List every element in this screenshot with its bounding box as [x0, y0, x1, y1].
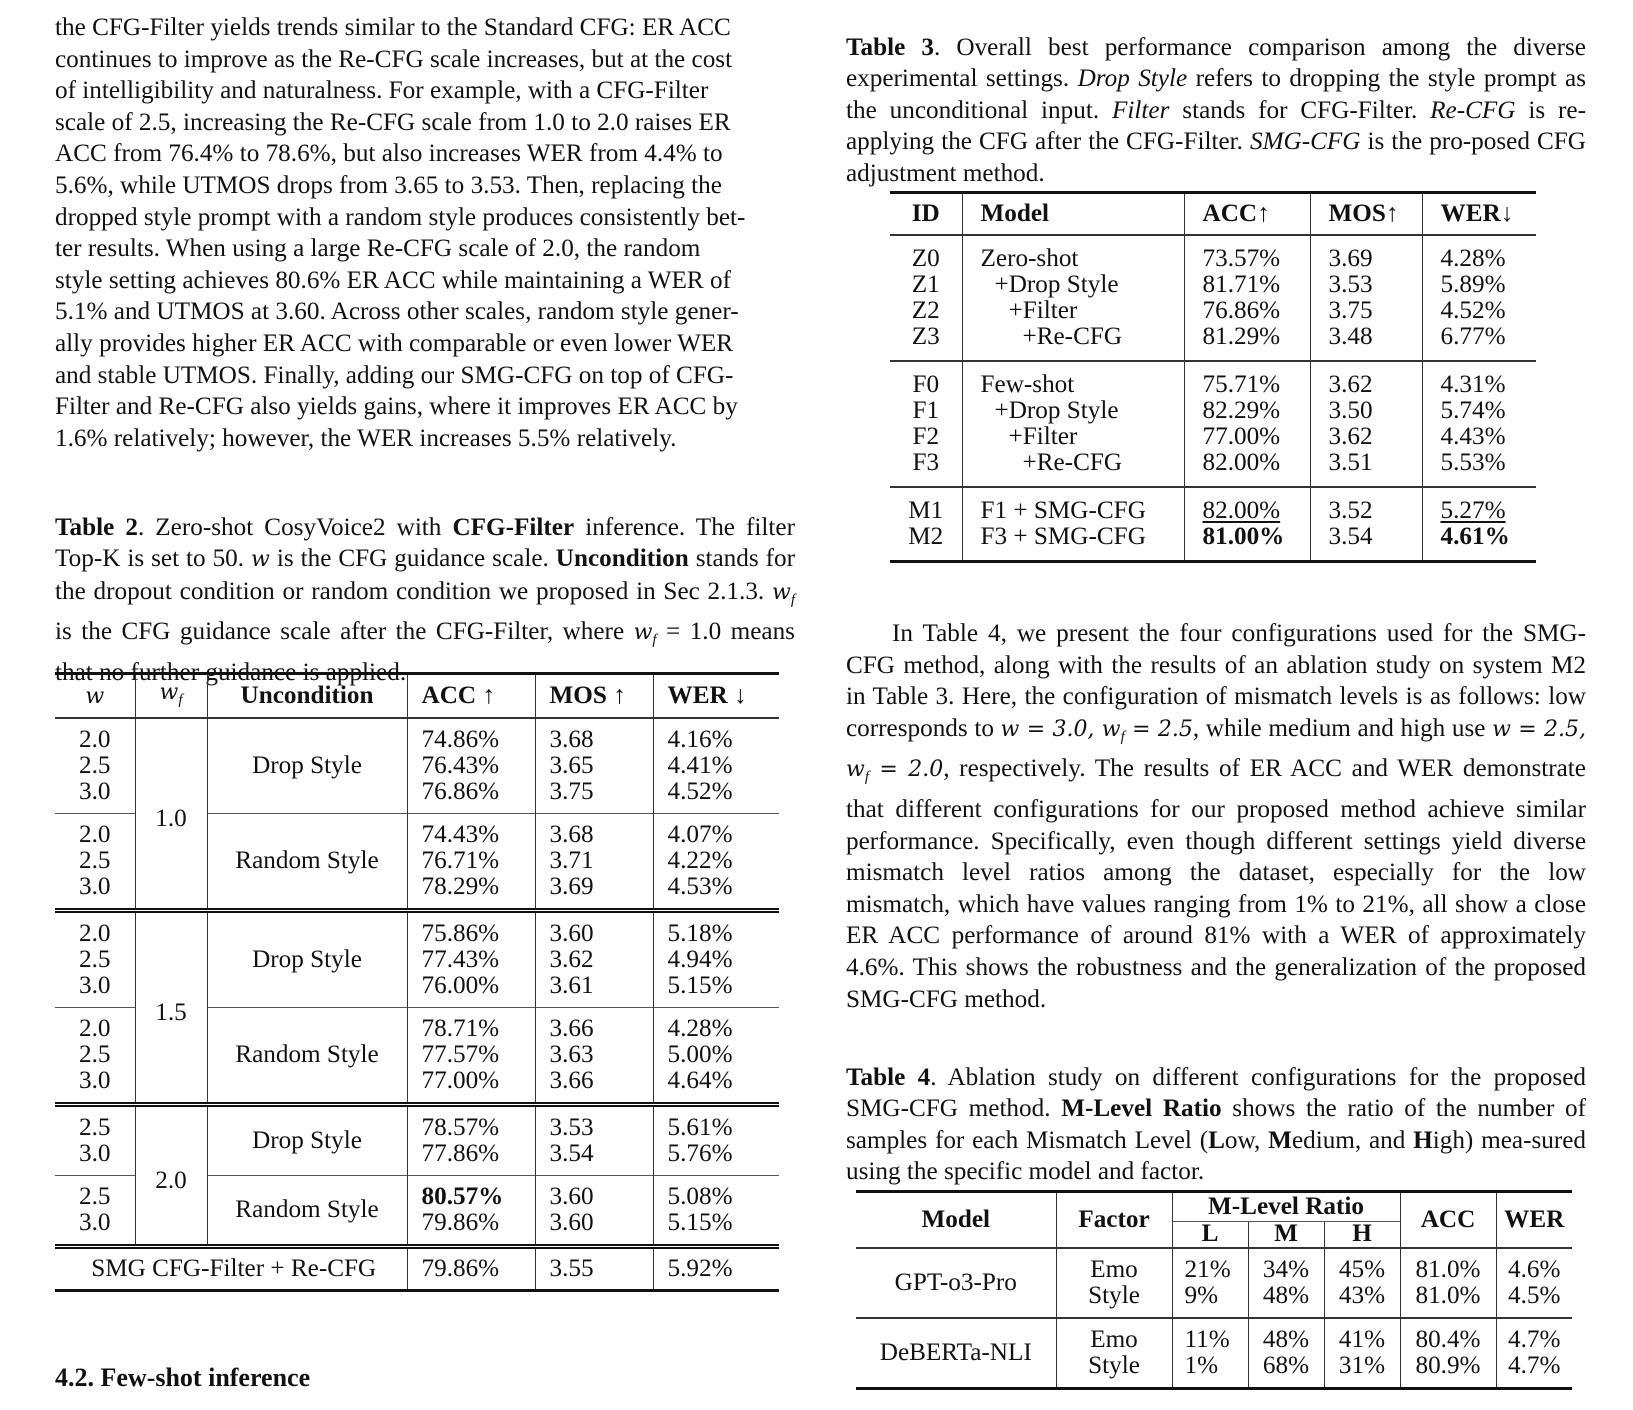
caption-text: edium, and [1291, 1126, 1414, 1154]
table-row [856, 1249, 1572, 1317]
text-line: Filter and Re-CFG also yields gains, where it improves ER ACC by [55, 393, 738, 421]
header-wer: WER↓ [1422, 193, 1536, 235]
table-row-group [890, 361, 1536, 486]
wer-values: 5.61% 5.76% [653, 1105, 779, 1176]
wer-values: 5.18% 4.94% 5.15% [653, 911, 779, 1008]
header-model: Model [921, 1205, 991, 1233]
M-values: 48% 68% [1248, 1318, 1324, 1389]
text-line: ally provides higher ER ACC with comparable or even lower WER [55, 329, 734, 357]
header-factor: Factor [1056, 1192, 1172, 1248]
math-symbol: w [251, 547, 270, 573]
text-line: the CFG-Filter yields trends similar to the Standard CFG: ER ACC [55, 14, 731, 41]
header-uncondition: Uncondition [207, 674, 407, 719]
M-values: 34% 48% [1248, 1249, 1324, 1317]
header-wer: WER ↓ [653, 674, 779, 719]
table4-caption [846, 1062, 1586, 1188]
uncondition-cell: Drop Style [207, 1105, 407, 1176]
section-heading: 4.2. Few-shot inference [55, 1363, 311, 1392]
header-acc: ACC [1400, 1192, 1496, 1248]
wer-values: 4.6% 4.5% [1496, 1249, 1572, 1317]
left-column [55, 12, 795, 454]
header-wf: $w_f$ [135, 674, 207, 719]
id-values: M1 M2 [908, 496, 944, 550]
math-subscript: f [790, 591, 795, 608]
model-values: Few-shot +Drop Style +Filter +Re-CFG [962, 361, 1184, 486]
caption-text: igh) mea-sured using the specific model and factor. [846, 1126, 1587, 1186]
wer-values: 4.07% 4.22% 4.53% [653, 814, 779, 909]
caption-label: Table 2 [55, 514, 138, 541]
caption-text: is re-applying the CFG after the CFG-Filter. [846, 96, 1586, 156]
wf-value: 1.0 [135, 719, 207, 908]
acc-values: 78.71% 77.57% 77.00% [407, 1008, 535, 1103]
table-row-group [890, 487, 1536, 562]
mos-values: 3.69 3.53 3.75 3.48 [1310, 236, 1422, 360]
mos-values: 3.66 3.63 3.66 [535, 1008, 653, 1103]
table2-caption [55, 512, 795, 688]
acc-values: 80.4% 80.9% [1400, 1318, 1496, 1389]
caption-text: is the CFG guidance scale after the CFG-Filter, where [55, 618, 634, 646]
header-mos: MOS↑ [1310, 193, 1422, 235]
header-low: L [1172, 1222, 1248, 1248]
table4-body [856, 1249, 1572, 1390]
wer-values: 4.28% 5.89% 4.52% 6.77% [1422, 236, 1536, 360]
text-line: continues to improve as the Re-CFG scale increases, but at the cost [55, 45, 733, 73]
uncondition-cell: Random Style [207, 814, 407, 909]
math-expression: w = 3.0, w [1000, 716, 1121, 742]
text-line: 5.1% and UTMOS at 3.60. Across other scales, random style gener- [55, 298, 739, 326]
model-name: GPT-o3-Pro [894, 1268, 1017, 1296]
table-row-block [55, 719, 779, 814]
table-row [856, 1318, 1572, 1389]
factors-values: Emo Style [1056, 1249, 1172, 1317]
table-row-summary [55, 1247, 779, 1291]
header-mlevel-ratio: M-Level Ratio [1172, 1192, 1400, 1222]
caption-bold: M [1268, 1126, 1292, 1154]
acc-values: 73.57% 81.71% 76.86% 81.29% [1184, 236, 1310, 360]
header-wer: WER [1496, 1192, 1572, 1248]
acc-values: 78.57% 77.86% [407, 1105, 535, 1176]
caption-text: . Ablation study on different configurations for the proposed SMG-CFG method. [846, 1064, 1586, 1123]
acc-values: 75.86% 77.43% 76.00% [407, 911, 535, 1008]
text-line: ACC from 76.4% to 78.6%, but also increases WER from 4.4% to [55, 140, 723, 168]
wer-values: 4.28% 5.00% 4.64% [653, 1008, 779, 1103]
text-line: and stable UTMOS. Finally, adding our SMG-CFG on top of CFG- [55, 361, 734, 389]
caption-text: . Zero-shot CosyVoice2 with [137, 514, 453, 541]
w-values: 2.5 3.0 [79, 1114, 111, 1167]
caption-text: = 1.0 means that no further guidance is applied. [55, 618, 795, 686]
acc-values: 74.86% 76.43% 76.86% [407, 719, 535, 814]
caption-italic: SMG-CFG [1249, 128, 1361, 156]
text-line: 5.6%, while UTMOS drops from 3.65 to 3.53. Then, replacing the [55, 171, 722, 199]
caption-bold: L [1208, 1126, 1225, 1154]
math-expression: = 2.5 [1124, 716, 1193, 742]
wer-values: 5.08% 5.15% [653, 1176, 779, 1245]
caption-text: stands for the dropout condition or random condition we proposed in Sec 2.1.3. [55, 545, 796, 605]
table-header-row [856, 1192, 1572, 1222]
table3 [890, 191, 1536, 563]
text-line: dropped style prompt with a random style produces consistently bet- [55, 203, 746, 231]
header-w: w [85, 683, 105, 709]
acc-values: 80.57% 79.86% [407, 1176, 535, 1245]
math-symbol: w [771, 579, 791, 605]
header-medium: M [1248, 1222, 1324, 1248]
table-row-block [55, 911, 779, 1008]
uncondition-cell: Drop Style [207, 719, 407, 814]
H-values: 45% 43% [1324, 1249, 1400, 1317]
w-values: 2.0 2.5 3.0 [79, 821, 111, 900]
wer-values: 5.27% 4.61% [1422, 487, 1536, 562]
acc-values: 81.0% 81.0% [1400, 1249, 1496, 1317]
caption-text: . Overall best performance comparison among the diverse experimental settings. [846, 34, 1586, 93]
model-values: F1 + SMG-CFG F3 + SMG-CFG [962, 487, 1184, 562]
wer-values: 4.7% 4.7% [1496, 1318, 1572, 1389]
wer-values: 4.31% 5.74% 4.43% 5.53% [1422, 361, 1536, 486]
math-subscript: f [652, 632, 657, 649]
L-values: 11% 1% [1172, 1318, 1248, 1389]
summary-acc: 79.86% [407, 1247, 535, 1291]
math-subscript: f [864, 769, 870, 786]
table3-body [890, 236, 1536, 563]
table-header-row [890, 193, 1536, 235]
header-mos: MOS ↑ [535, 674, 653, 719]
uncondition-cell: Random Style [207, 1176, 407, 1245]
caption-text: stands for CFG-Filter. [1169, 96, 1431, 124]
wf-value: 1.5 [135, 911, 207, 1103]
caption-bold: H [1413, 1126, 1433, 1154]
mos-values: 3.60 3.62 3.61 [535, 911, 653, 1008]
table4 [856, 1190, 1572, 1390]
mos-values: 3.60 3.60 [535, 1176, 653, 1245]
uncondition-cell: Random Style [207, 1008, 407, 1103]
wf-value: 2.0 [135, 1105, 207, 1245]
caption-italic: Drop Style [1077, 65, 1188, 93]
wer-values: 4.16% 4.41% 4.52% [653, 719, 779, 814]
w-values: 2.0 2.5 3.0 [79, 726, 111, 805]
w-values: 2.5 3.0 [79, 1183, 111, 1236]
caption-italic: Filter [1112, 96, 1170, 124]
model-values: Zero-shot +Drop Style +Filter +Re-CFG [962, 236, 1184, 360]
header-acc: ACC↑ [1184, 193, 1310, 235]
text-line: style setting achieves 80.6% ER ACC while maintaining a WER of [55, 266, 731, 294]
header-acc: ACC ↑ [407, 674, 535, 719]
acc-values: 82.00% 81.00% [1184, 487, 1310, 562]
model-name: DeBERTa-NLI [879, 1338, 1032, 1366]
factors-values: Emo Style [1056, 1318, 1172, 1389]
math-expression: = 2.0 [869, 757, 944, 783]
H-values: 41% 31% [1324, 1318, 1400, 1389]
math-symbol: w [633, 620, 653, 646]
caption-bold: M-Level Ratio [1061, 1095, 1222, 1123]
w-values: 2.0 2.5 3.0 [79, 1015, 111, 1094]
uncondition-cell: Drop Style [207, 911, 407, 1008]
caption-text: inference. The filter Top-K is set to 50. [55, 514, 795, 573]
id-values: F0 F1 F2 F3 [912, 370, 940, 476]
text-line: of intelligibility and naturalness. For example, with a CFG-Filter [55, 77, 709, 105]
mos-values: 3.53 3.54 [535, 1105, 653, 1176]
acc-values: 75.71% 82.29% 77.00% 82.00% [1184, 361, 1310, 486]
mos-values: 3.62 3.50 3.62 3.51 [1310, 361, 1422, 486]
mos-values: 3.52 3.54 [1310, 487, 1422, 562]
text-line: ter results. When using a large Re-CFG scale of 2.0, the random [55, 235, 701, 263]
header-model: Model [962, 193, 1184, 235]
results-paragraph [55, 12, 795, 454]
w-values: 2.0 2.5 3.0 [79, 920, 111, 999]
L-values: 21% 9% [1172, 1249, 1248, 1317]
caption-text: refers to dropping the style prompt as the unconditional input. [846, 65, 1586, 124]
header-high: H [1324, 1222, 1400, 1248]
id-values: Z0 Z1 Z2 Z3 [911, 244, 940, 350]
summary-wer: 5.92% [653, 1247, 779, 1291]
summary-mos: 3.55 [535, 1247, 653, 1291]
acc-values: 74.43% 76.71% 78.29% [407, 814, 535, 909]
caption-label: Table 3 [846, 34, 934, 61]
table-row-block [55, 1105, 779, 1176]
table3-caption [846, 32, 1586, 189]
table-row-group [890, 236, 1536, 360]
text-line: 1.6% relatively; however, the WER increases 5.5% relatively. [55, 424, 677, 452]
summary-label: SMG CFG-Filter + Re-CFG [91, 1255, 377, 1282]
caption-text: is the CFG guidance scale. [269, 545, 556, 573]
caption-text: is the pro-posed CFG adjustment method. [846, 128, 1586, 187]
table-header-row [55, 674, 779, 719]
caption-text: ow, [1224, 1126, 1269, 1154]
text-line: scale of 2.5, increasing the Re-CFG scale from 1.0 to 2.0 raises ER [55, 108, 731, 136]
math-expression: w = 2.5, w [846, 716, 1586, 783]
caption-text: shows the ratio of the number of samples for each Mismatch Level ( [846, 1095, 1586, 1154]
caption-bold: CFG-Filter [452, 514, 575, 541]
mos-values: 3.68 3.71 3.69 [535, 814, 653, 909]
table4-discussion-paragraph [846, 618, 1586, 1015]
caption-label: Table 4 [846, 1064, 931, 1091]
paragraph-text: , respectively. The results of ER ACC and WER demonstrate that different configurations for our proposed method achieve similar performance. Specifically, even though different settings yield diverse mismatch level ratios among the dataset, especially for the low mismatch, which have values ranging from 1% to 21%, all show a close ER ACC performance of around 81% with a WER of approximately 4.6%. This shows the robustness and the generalization of the proposed SMG-CFG method. [846, 755, 1586, 1013]
mos-values: 3.68 3.65 3.75 [535, 719, 653, 814]
caption-italic: Re-CFG [1430, 96, 1516, 124]
paragraph-text: , while medium and high use [1192, 714, 1493, 742]
table2-body [55, 719, 779, 1244]
table2 [55, 672, 779, 1292]
header-id: ID [911, 199, 940, 227]
paragraph-text: In Table 4, we present the four configurations used for the SMG-CFG method, along with the results of an ablation study on system M2 in Table 3. Here, the configuration of mismatch levels is as follows: low corresponds to [846, 620, 1586, 742]
caption-bold: Uncondition [555, 545, 689, 573]
math-subscript: f [1120, 728, 1125, 745]
